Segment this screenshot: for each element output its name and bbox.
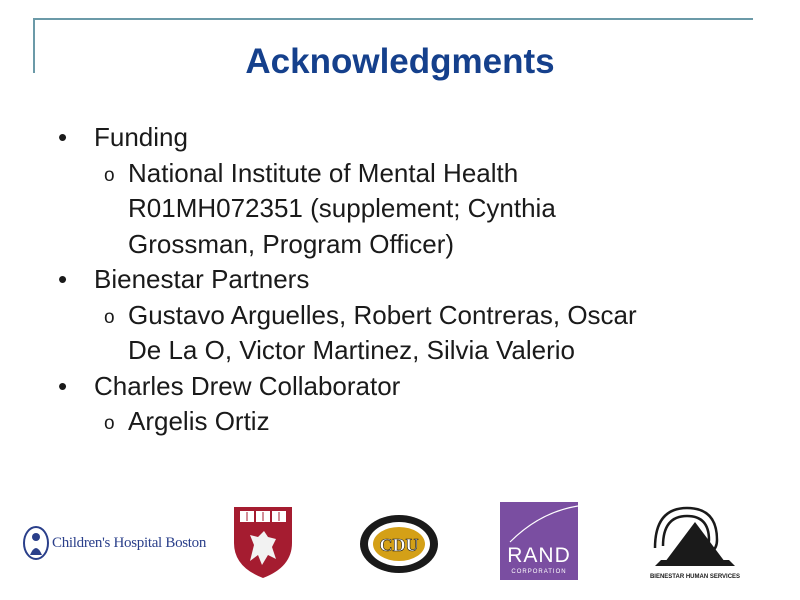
rand-logo [500,502,578,580]
rand-logo-name: RAND [507,544,571,567]
frame-top-rule [33,18,753,20]
sub-bullet-line: Argelis Ortiz [128,406,270,436]
sub-bullet-marker: o [104,306,115,328]
sub-bullet-line: National Institute of Mental Health [128,157,519,188]
sub-bullet-line: Grossman, Program Officer) [128,228,455,259]
bullet-charles-drew [58,369,768,405]
sub-bullet-collaborator [58,404,768,440]
bullet-bienestar-partners [58,262,768,298]
harvard-shield-logo [232,505,294,580]
bullet-marker: • [58,122,68,152]
logo-strip [0,495,800,585]
sub-bullet-nimh [58,156,768,263]
slide-title: Acknowledgments [245,42,555,81]
cdu-logo-text: CDU [379,535,419,555]
sub-bullet-partners [58,298,768,369]
bullet-text: Funding [94,122,188,152]
childrens-hospital-logo [22,523,212,563]
rand-logo-subtitle: CORPORATION [511,569,567,575]
sub-bullet-marker: o [104,413,115,434]
bullet-marker: • [58,264,68,294]
sub-bullet-marker: o [104,164,115,186]
cdu-seal-icon [358,513,440,575]
bienestar-pyramid-icon [635,500,755,580]
childrens-hospital-name: Children's Hospital Boston [52,535,207,551]
bullet-funding [58,120,768,156]
harvard-shield-icon [232,505,294,580]
bullet-marker: • [58,370,68,401]
bienestar-logo [635,500,755,580]
childrens-hospital-emblem-icon [22,525,50,561]
sub-bullet-line: R01MH072351 (supplement; Cynthia [128,193,556,223]
bullet-list [58,120,768,440]
bienestar-logo-text: BIENESTAR HUMAN SERVICES [649,574,741,580]
sub-bullet-line: De La O, Victor Martinez, Silvia Valerio [128,335,575,365]
bullet-text: Charles Drew Collaborator [94,370,401,401]
rand-arc-icon [500,502,578,544]
cdu-logo [358,513,440,575]
sub-bullet-line: Gustavo Arguelles, Robert Contreras, Oscar [128,299,637,330]
bullet-text: Bienestar Partners [94,264,310,294]
